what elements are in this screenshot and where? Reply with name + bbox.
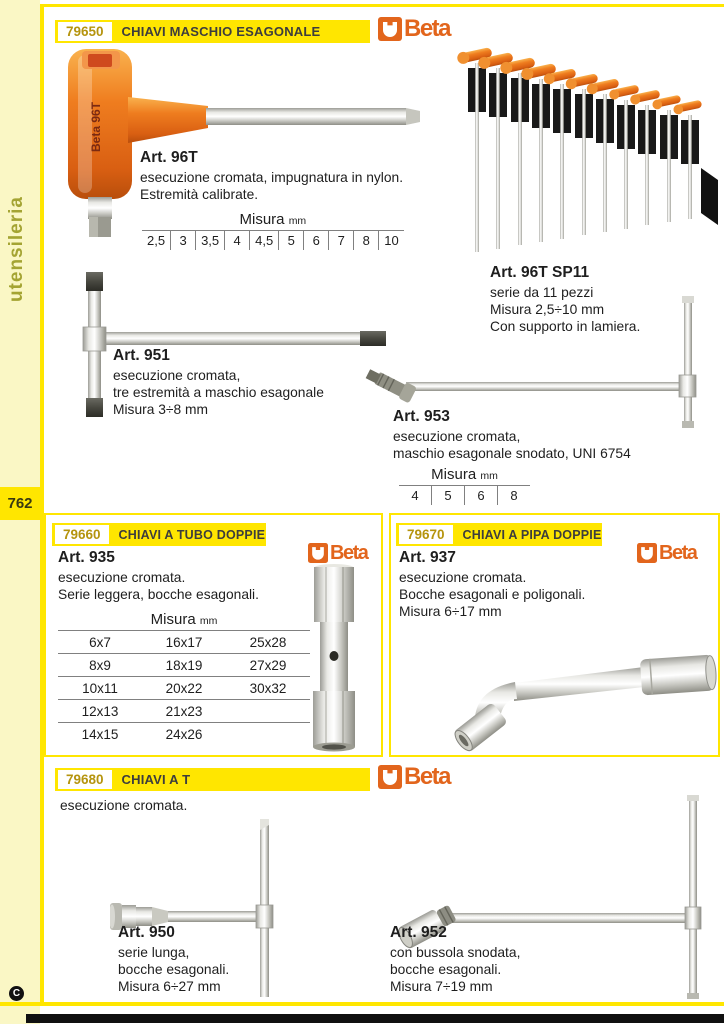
article-desc: bocche esagonali.: [118, 962, 230, 978]
article-desc: serie da 11 pezzi: [490, 285, 594, 300]
art-937-product-image: [419, 635, 719, 753]
article-name: Art. 953: [393, 408, 450, 425]
article-desc: Misura 6÷17 mm: [399, 604, 502, 620]
beta-logo: [637, 543, 696, 563]
bottom-bar: [26, 1014, 724, 1023]
beta-wordmark: Beta: [330, 542, 368, 564]
section-code: 79650: [58, 22, 112, 41]
article-desc: esecuzione cromata, impugnatura in nylon.: [140, 170, 404, 185]
beta-logo: [378, 765, 450, 789]
article-desc: maschio esagonale snodato, UNI 6754: [393, 446, 631, 462]
size-table-935: [58, 611, 310, 745]
size-table-title: Misura mm: [431, 466, 498, 484]
article-name: Art. 937: [399, 549, 456, 566]
size-table-96t: [142, 211, 404, 250]
section-title: CHIAVI A PIPA DOPPIE: [462, 527, 602, 542]
beta-wordmark: Beta: [404, 763, 451, 790]
section-box-79660: [44, 513, 383, 757]
sidebar-stripe: [40, 4, 44, 1005]
section-code: 79670: [399, 525, 453, 544]
section-title: CHIAVI A T: [121, 772, 191, 787]
section-header-79680: [55, 768, 370, 791]
section-code: 79660: [55, 525, 109, 544]
size-table-title: Misura mm: [58, 611, 310, 631]
art-951-block: [113, 347, 393, 419]
size-table-row: 2,5 3 3,5 4 4,5 5 6 7 8 10: [142, 230, 404, 250]
beta-logo: [378, 17, 450, 41]
corner-logo-icon: C: [9, 986, 24, 1001]
art-935-block: [58, 549, 298, 603]
article-name: Art. 96T SP11: [490, 264, 590, 281]
article-desc: esecuzione cromata.: [58, 570, 186, 585]
article-desc: Misura 7÷19 mm: [390, 979, 493, 995]
article-desc: Bocche esagonali e poligonali.: [399, 587, 586, 603]
beta-wordmark: Beta: [659, 542, 697, 564]
art-935-product-image: [302, 563, 368, 753]
page-number-badge: 762: [0, 487, 40, 520]
beta-mark-icon: [378, 17, 402, 41]
top-rule: [40, 4, 724, 7]
article-desc: bocche esagonali.: [390, 962, 502, 978]
section-title: CHIAVI MASCHIO ESAGONALE: [121, 24, 321, 39]
beta-mark-icon: [378, 765, 402, 789]
article-desc: Serie leggera, bocche esagonali.: [58, 587, 259, 603]
art-937-block: [399, 549, 639, 621]
article-desc: Misura 6÷27 mm: [118, 979, 221, 995]
article-desc: serie lunga,: [118, 945, 190, 960]
section-box-79670: [389, 513, 720, 757]
article-name: Art. 935: [58, 549, 115, 566]
size-table-row: 4 5 6 8: [399, 485, 530, 505]
svg-text:Beta 96T: Beta 96T: [89, 101, 103, 153]
beta-mark-icon: [637, 543, 657, 563]
section-code: 79680: [58, 770, 112, 789]
sidebar-category-label: utensileria: [6, 196, 27, 303]
beta-mark-icon: [308, 543, 328, 563]
article-desc: tre estremità a maschio esagonale: [113, 385, 324, 401]
section-title: CHIAVI A TUBO DOPPIE: [118, 527, 266, 542]
article-desc: esecuzione cromata.: [399, 570, 527, 585]
bottom-rule: [0, 1002, 724, 1006]
article-desc: con bussola snodata,: [390, 945, 521, 960]
section-header-79670: [396, 523, 602, 546]
beta-wordmark: Beta: [404, 15, 451, 42]
size-table-953: [399, 466, 530, 505]
article-name: Art. 951: [113, 347, 170, 364]
beta-logo: [308, 543, 367, 563]
article-desc: Misura 3÷8 mm: [113, 402, 208, 418]
art-96t-sp11-product-image: [455, 40, 720, 265]
size-table-grid: 6x7 16x17 25x28 8x9 18x19 27x29 10x11 20x22 30x32 12x13 21x23 14x15 24x26: [58, 631, 310, 745]
article-desc: Estremità calibrate.: [140, 187, 259, 203]
size-table-title: Misura mm: [239, 211, 307, 229]
art-952-block: [390, 924, 590, 996]
article-desc: esecuzione cromata,: [393, 429, 521, 444]
article-desc: esecuzione cromata,: [113, 368, 241, 383]
article-desc: Con supporto in lamiera.: [490, 319, 641, 335]
art-953-block: [393, 408, 683, 505]
art-950-block: [118, 924, 263, 996]
section-intro: esecuzione cromata.: [60, 798, 188, 813]
art-96t-block: [140, 149, 425, 250]
article-desc: Misura 2,5÷10 mm: [490, 302, 605, 318]
article-name: Art. 950: [118, 924, 175, 941]
section-header-79660: [52, 523, 266, 546]
section-header-79650: [55, 20, 370, 43]
article-name: Art. 96T: [140, 149, 198, 166]
article-name: Art. 952: [390, 924, 447, 941]
